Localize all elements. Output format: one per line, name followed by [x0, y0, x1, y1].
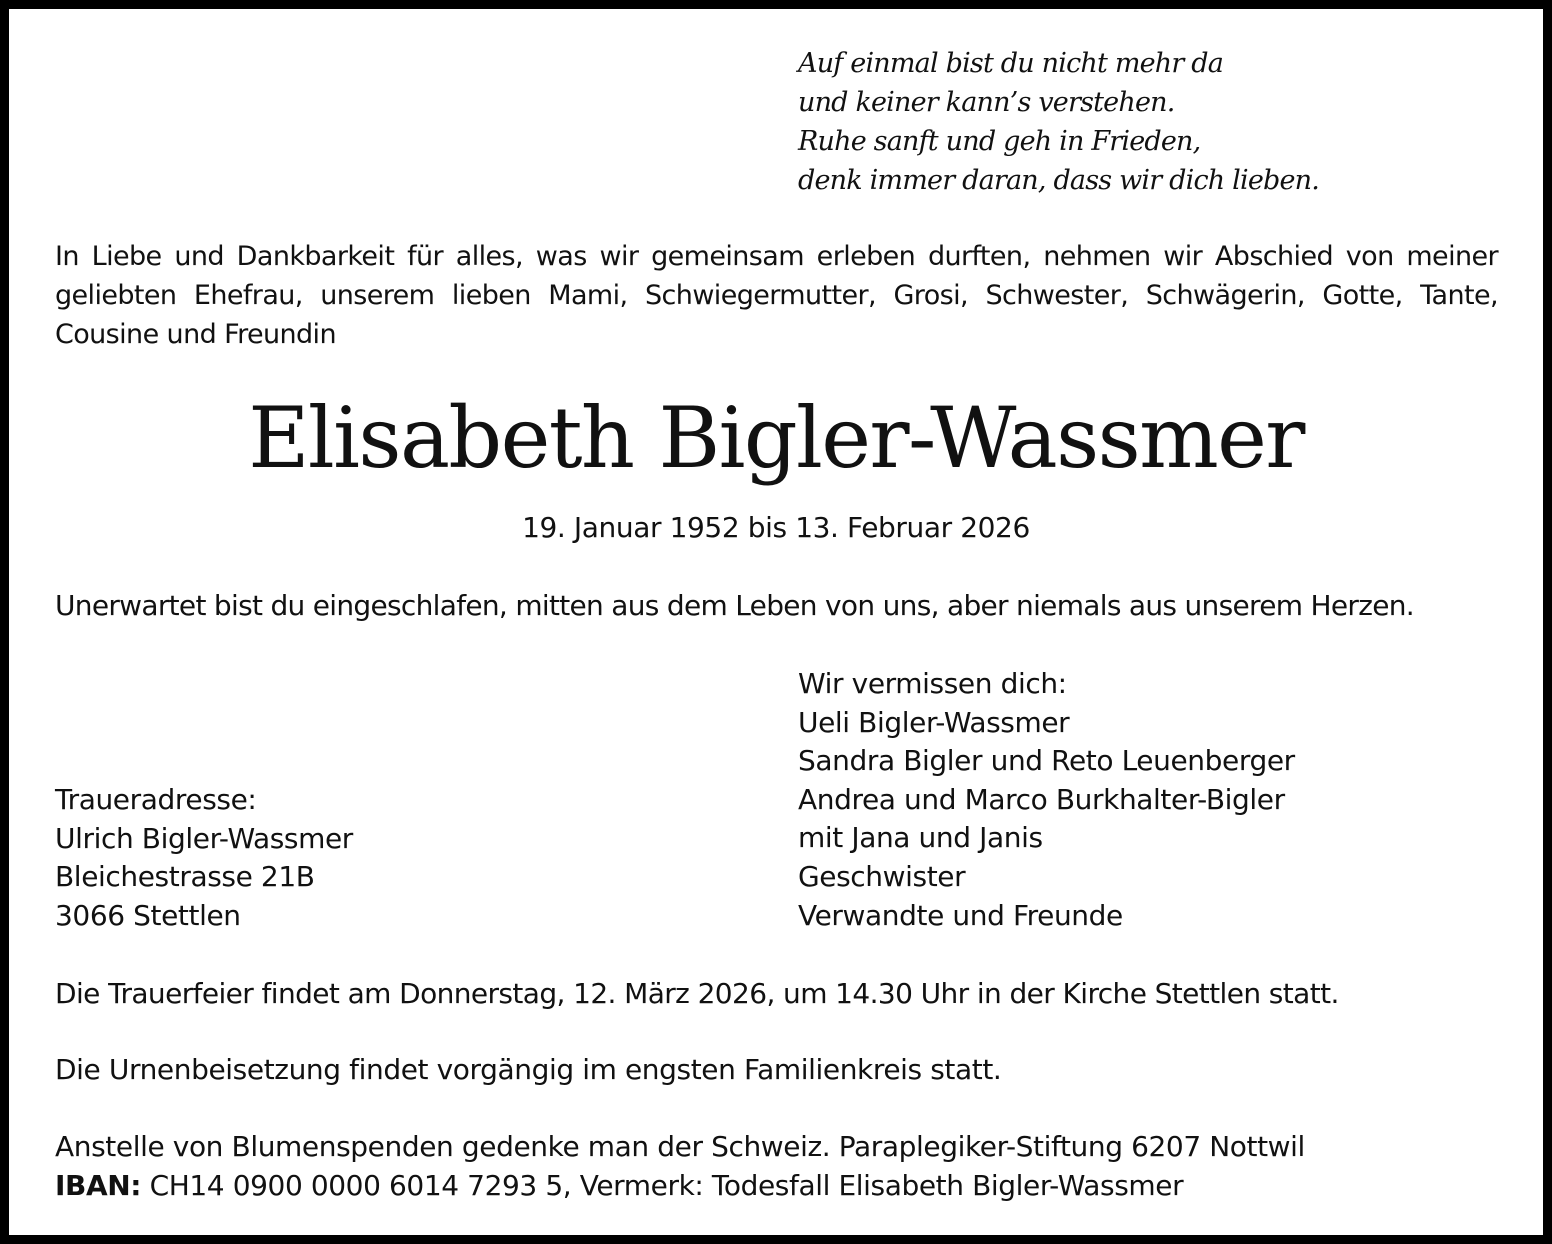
mourner-name: mit Jana und Janis	[798, 821, 1043, 855]
donation-info	[55, 1127, 1305, 1204]
mourning-address	[55, 780, 353, 934]
life-dates: 19. Januar 1952 bis 13. Februar 2026	[522, 511, 1030, 544]
farewell-quote: Unerwartet bist du eingeschlafen, mitten aus dem Leben von uns, aber niemals aus unserem Herzen.	[55, 589, 1414, 622]
intro-paragraph: In Liebe und Dankbarkeit für alles, was wir gemeinsam erleben durften, nehmen wir Abschied von meiner geliebten Ehefrau, unserem lieben Mami, Schwiegermutter, Grosi, Schwester, Schwägerin, Gotte, Tante, Cousine und Freundin	[55, 241, 1498, 350]
mourner-name: Sandra Bigler und Reto Leuenberger	[798, 744, 1295, 778]
donation-text: Anstelle von Blumenspenden gedenke man der Schweiz. Paraplegiker-Stiftung 6207 Nottwil	[55, 1130, 1305, 1163]
mourners-list	[798, 664, 1295, 934]
funeral-info: Die Trauerfeier findet am Donnerstag, 12. März 2026, um 14.30 Uhr in der Kirche Stettlen statt.	[55, 977, 1339, 1010]
mourners-heading: Wir vermissen dich:	[798, 667, 1067, 700]
poem-line: und keiner kann’s verstehen.	[798, 87, 1175, 118]
iban-label: IBAN:	[55, 1168, 142, 1202]
address-name: Ulrich Bigler-Wassmer	[55, 821, 353, 855]
poem	[798, 44, 1319, 200]
address-street: Bleichestrasse 21B	[55, 860, 315, 894]
mourner-name: Andrea und Marco Burkhalter-Bigler	[798, 782, 1285, 816]
urn-info: Die Urnenbeisetzung findet vorgängig im engsten Familienkreis statt.	[55, 1053, 1002, 1086]
poem-line: Ruhe sanft und geh in Frieden,	[798, 126, 1201, 157]
deceased-name: Elisabeth Bigler-Wassmer	[248, 389, 1304, 487]
mourner-name: Ueli Bigler-Wassmer	[798, 705, 1070, 739]
iban-value: CH14 0900 0000 6014 7293 5, Vermerk: Todesfall Elisabeth Bigler-Wassmer	[141, 1168, 1184, 1202]
mourner-name: Geschwister	[798, 859, 966, 893]
address-heading: Traueradresse:	[55, 783, 257, 816]
poem-line: Auf einmal bist du nicht mehr da	[798, 48, 1224, 79]
address-city: 3066 Stettlen	[55, 898, 241, 932]
iban-line	[55, 1166, 1305, 1205]
mourner-name: Verwandte und Freunde	[798, 898, 1123, 932]
poem-line: denk immer daran, dass wir dich lieben.	[798, 165, 1320, 196]
